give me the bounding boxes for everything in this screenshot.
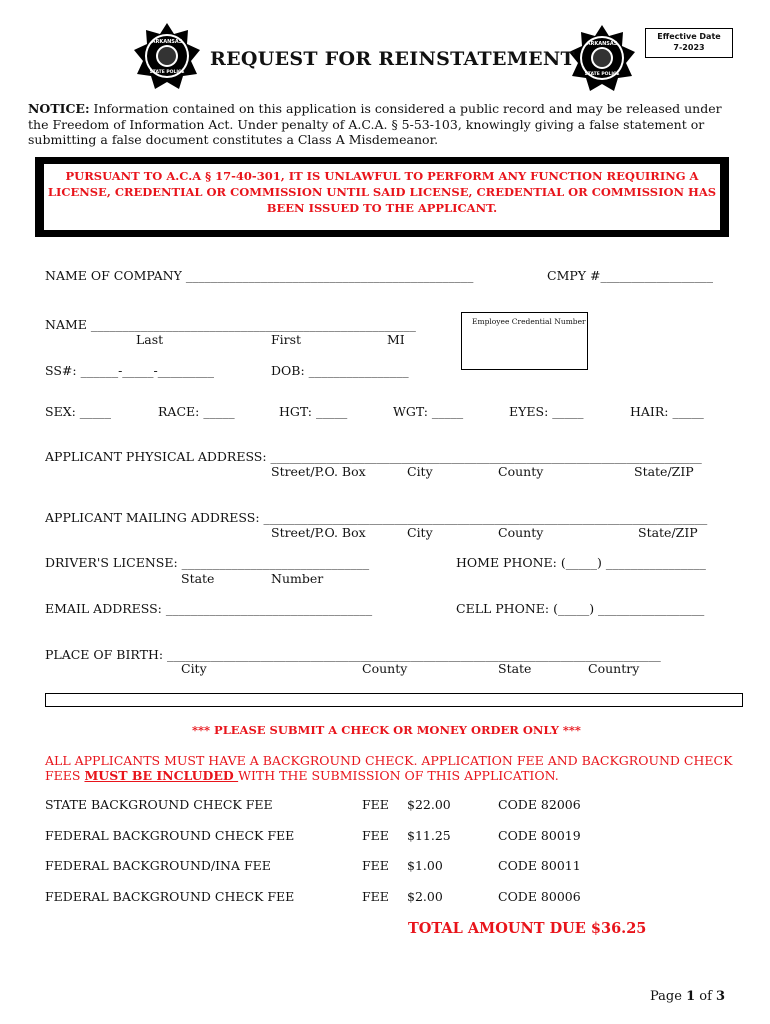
background-check-line-2: FEES MUST BE INCLUDED WITH THE SUBMISSION OF THIS APPLICATION. xyxy=(45,768,559,783)
notice-label: NOTICE: xyxy=(28,101,90,116)
company-name-field[interactable]: NAME OF COMPANY ______________________________________________ xyxy=(45,268,474,283)
fee-code: CODE 80011 xyxy=(498,858,581,873)
place-of-birth-field[interactable]: PLACE OF BIRTH: _______________________________________________________________________________ xyxy=(45,647,661,662)
dob-field[interactable]: DOB: ________________ xyxy=(271,363,409,378)
warning-line-1: PURSUANT TO A.C.A § 17-40-301, IT IS UNLAWFUL TO PERFORM ANY FUNCTION REQUIRING A xyxy=(65,169,699,183)
svg-text:ARKANSAS: ARKANSAS xyxy=(586,41,618,47)
mailing-address-field[interactable]: APPLICANT MAILING ADDRESS: _______________________________________________________________________ xyxy=(45,510,708,525)
dl-state-label: State xyxy=(181,571,215,586)
pob-state-label: State xyxy=(498,661,532,676)
physical-county-label: County xyxy=(498,464,544,479)
race-field[interactable]: RACE: _____ xyxy=(158,404,235,419)
name-mi-label: MI xyxy=(387,332,405,347)
section-divider-box xyxy=(45,693,743,707)
fee-amount: $11.25 xyxy=(407,827,451,843)
mailing-statezip-label: State/ZIP xyxy=(638,525,698,540)
notice-paragraph xyxy=(28,101,738,148)
state-police-badge-left xyxy=(133,22,201,90)
warning-line-3: BEEN ISSUED TO THE APPLICANT. xyxy=(266,201,498,215)
effective-date-label: Effective Date xyxy=(657,32,721,41)
fee-label: FEE xyxy=(362,858,389,873)
state-police-badge-right xyxy=(568,24,636,92)
pob-county-label: County xyxy=(362,661,408,676)
svg-text:ARKANSAS: ARKANSAS xyxy=(151,39,183,45)
applicant-name-field[interactable]: NAME ____________________________________________________ xyxy=(45,317,416,332)
dl-number-label: Number xyxy=(271,571,324,586)
eyes-field[interactable]: EYES: _____ xyxy=(509,404,584,419)
fee-label: FEE xyxy=(362,827,389,843)
mailing-county-label: County xyxy=(498,525,544,540)
email-field[interactable]: EMAIL ADDRESS: _________________________________ xyxy=(45,601,373,616)
fee-amount: $1.00 xyxy=(407,858,443,873)
physical-city-label: City xyxy=(407,464,433,479)
fee-code: CODE 80019 xyxy=(498,827,581,843)
fee-name: FEDERAL BACKGROUND/INA FEE xyxy=(45,858,271,873)
fee-name: STATE BACKGROUND CHECK FEE xyxy=(45,797,273,812)
fee-code: CODE 80006 xyxy=(498,888,581,904)
ss-number-field[interactable]: SS#: ______-_____-_________ xyxy=(45,363,215,378)
effective-date-box xyxy=(645,28,733,58)
fee-amount: $22.00 xyxy=(407,797,451,812)
check-only-notice: *** PLEASE SUBMIT A CHECK OR MONEY ORDER ONLY *** xyxy=(192,723,581,737)
warning-box xyxy=(44,164,720,230)
home-phone-field[interactable]: HOME PHONE: (_____) ________________ xyxy=(456,555,706,570)
effective-date-value: 7-2023 xyxy=(673,43,705,52)
physical-address-field[interactable]: APPLICANT PHYSICAL ADDRESS: _____________________________________________________________________ xyxy=(45,449,702,464)
fee-name: FEDERAL BACKGROUND CHECK FEE xyxy=(45,827,295,843)
pob-city-label: City xyxy=(181,661,207,676)
fee-label: FEE xyxy=(362,797,389,812)
fee-code: CODE 82006 xyxy=(498,797,581,812)
cell-phone-field[interactable]: CELL PHONE: (_____) _________________ xyxy=(456,601,705,616)
sex-field[interactable]: SEX: _____ xyxy=(45,404,112,419)
weight-field[interactable]: WGT: _____ xyxy=(393,404,464,419)
name-last-label: Last xyxy=(136,332,164,347)
fee-amount: $2.00 xyxy=(407,888,443,904)
hair-field[interactable]: HAIR: _____ xyxy=(630,404,704,419)
svg-text:STATE POLICE: STATE POLICE xyxy=(149,70,185,75)
name-first-label: First xyxy=(271,332,302,347)
employee-credential-box[interactable] xyxy=(461,312,588,370)
mailing-city-label: City xyxy=(407,525,433,540)
warning-line-2: LICENSE, CREDENTIAL OR COMMISSION UNTIL SAID LICENSE, CREDENTIAL OR COMMISSION HAS xyxy=(47,185,717,199)
svg-text:STATE POLICE: STATE POLICE xyxy=(584,72,620,77)
fee-name: FEDERAL BACKGROUND CHECK FEE xyxy=(45,888,295,904)
physical-statezip-label: State/ZIP xyxy=(634,464,694,479)
pob-country-label: Country xyxy=(588,661,640,676)
employee-credential-label: Employee Credential Number xyxy=(472,317,586,326)
fee-label: FEE xyxy=(362,888,389,904)
total-amount-due: TOTAL AMOUNT DUE $36.25 xyxy=(408,920,647,937)
background-check-line-1: ALL APPLICANTS MUST HAVE A BACKGROUND CHECK. APPLICATION FEE AND BACKGROUND CHECK xyxy=(45,753,733,768)
cmpy-number-field[interactable]: CMPY #__________________ xyxy=(547,268,713,283)
physical-street-label: Street/P.O. Box xyxy=(271,464,366,479)
must-be-included-text: MUST BE INCLUDED xyxy=(84,768,239,783)
drivers-license-field[interactable]: DRIVER'S LICENSE: ______________________________ xyxy=(45,555,370,570)
height-field[interactable]: HGT: _____ xyxy=(279,404,348,419)
notice-text: Information contained on this application is considered a public record and may be released under the Freedom of Information Act. Under penalty of A.C.A. § 5-53-103, knowingly giving a false statement or submitting a false document constitutes a Class A Misdemeanor. xyxy=(28,101,722,147)
page-title: REQUEST FOR REINSTATEMENT xyxy=(210,48,575,70)
mailing-street-label: Street/P.O. Box xyxy=(271,525,366,540)
page-indicator: Page 1 of 3 xyxy=(650,989,726,1004)
